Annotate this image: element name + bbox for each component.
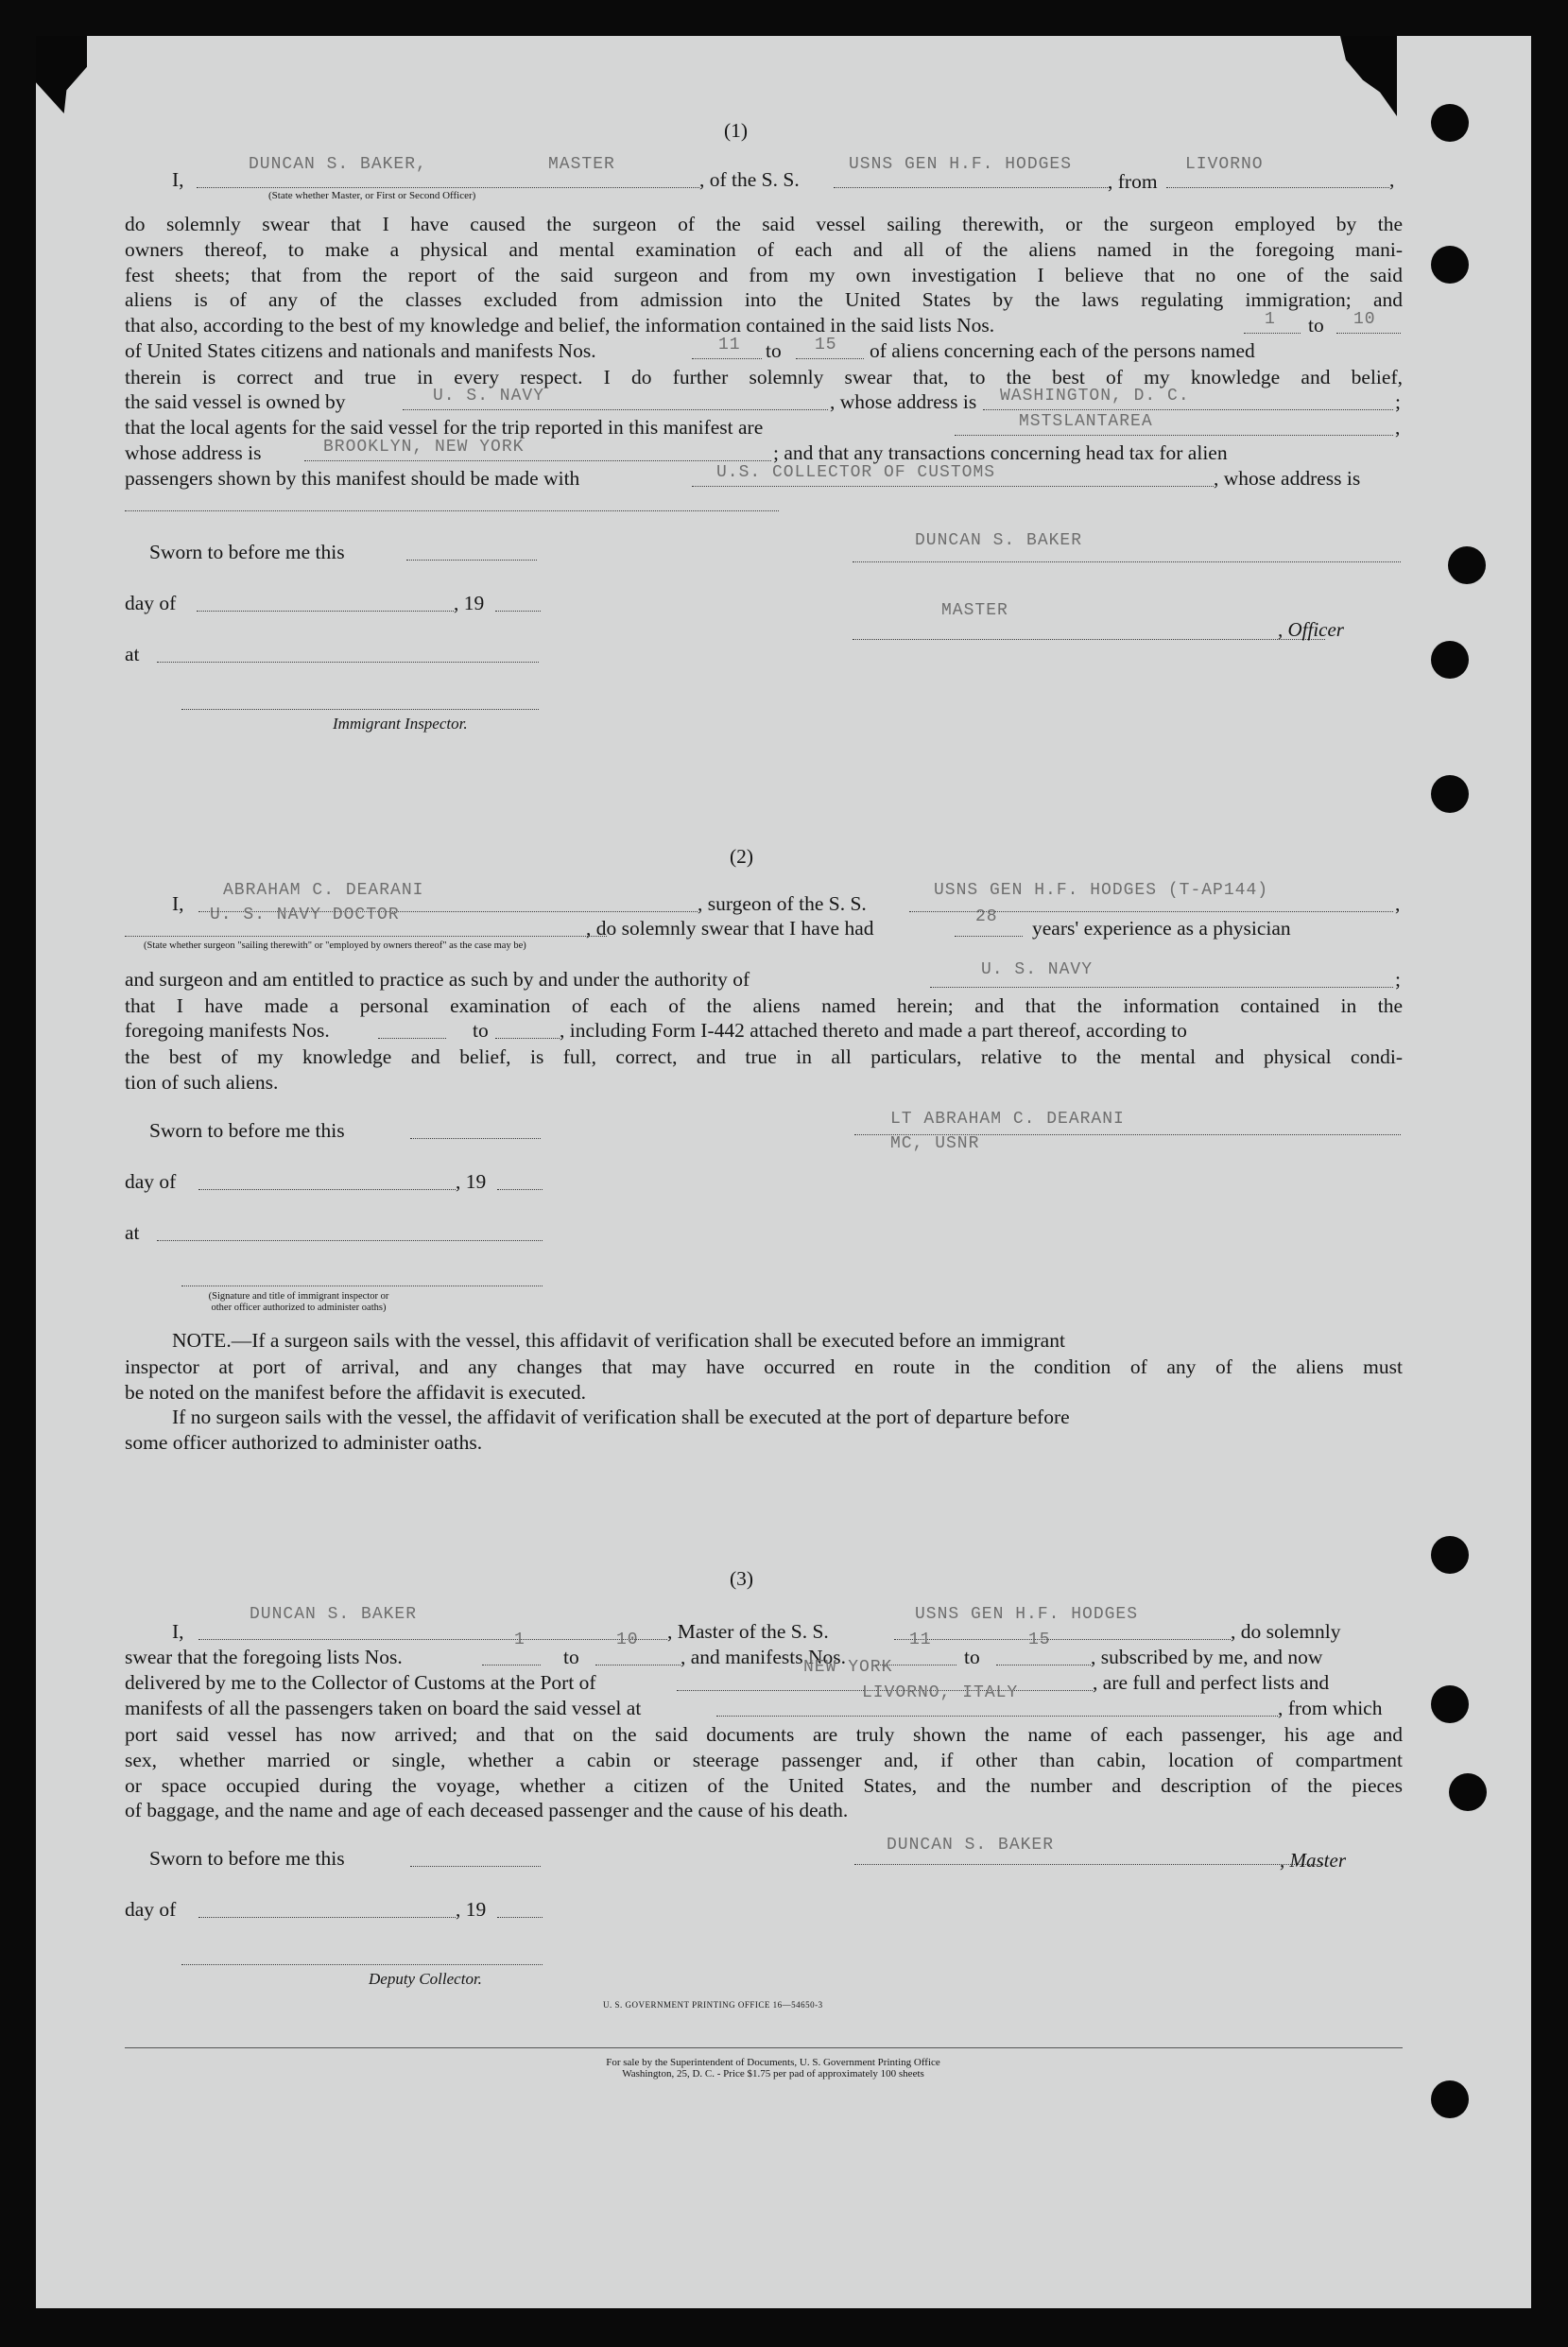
manifest-page	[36, 36, 1531, 2308]
binder-hole	[1431, 104, 1469, 142]
year-label: , 19	[456, 1170, 487, 1193]
typed-signature-name: LT ABRAHAM C. DEARANI	[890, 1110, 1125, 1129]
text: , and manifests Nos.	[681, 1646, 846, 1668]
day-label: day of	[125, 1898, 177, 1921]
typed-surgeon-name: ABRAHAM C. DEARANI	[223, 881, 424, 900]
deputy-collector-label: Deputy Collector.	[369, 1970, 482, 1988]
fill-line	[930, 987, 1393, 988]
fill-line	[410, 1866, 541, 1867]
typed-vessel: USNS GEN H.F. HODGES (T-AP144)	[934, 881, 1269, 900]
typed-vessel: USNS GEN H.F. HODGES	[915, 1605, 1139, 1624]
text: manifests of all the passengers taken on board the said vessel at	[125, 1697, 642, 1719]
sale-notice: For sale by the Superintendent of Documents, U. S. Government Printing Office Washington, 25, D. C. - Price $1.75 per pad of approximately 100 sheets	[606, 2057, 940, 2080]
typed-manifests-from: 11	[909, 1631, 932, 1649]
at-label: at	[125, 1221, 140, 1244]
section-2-heading: (2)	[730, 845, 754, 868]
fill-line	[497, 1189, 543, 1190]
typed-lists-from: 1	[514, 1631, 526, 1649]
text: , from which	[1278, 1697, 1383, 1719]
fill-line	[495, 611, 541, 612]
text: delivered by me to the Collector of Customs at the Port of	[125, 1671, 596, 1694]
fill-line	[304, 460, 771, 461]
text: to	[473, 1019, 489, 1042]
fill-line	[894, 1639, 1231, 1640]
text: , surgeon of the S. S.	[698, 892, 867, 915]
fill-line	[157, 662, 539, 663]
text: , whose address is	[830, 390, 977, 413]
torn-corner	[1340, 36, 1397, 116]
sworn-label: Sworn to before me this	[149, 1847, 345, 1870]
binder-hole	[1431, 775, 1469, 813]
typed-signature-name: DUNCAN S. BAKER	[887, 1836, 1055, 1855]
text: , from	[1108, 170, 1158, 193]
typed-signature-rank: MC, USNR	[890, 1134, 980, 1153]
text: , whose address is	[1214, 467, 1361, 490]
text: , do solemnly swear that I have had	[586, 917, 874, 940]
section-1-heading: (1)	[724, 119, 749, 142]
fill-line	[834, 187, 1110, 188]
officer-label: , Officer	[1278, 618, 1344, 641]
fill-line	[955, 936, 1023, 937]
fill-line	[1244, 333, 1301, 334]
at-label: at	[125, 643, 140, 665]
fill-line	[692, 358, 762, 359]
text: to	[563, 1646, 579, 1668]
typed-owner-address: WASHINGTON, D. C.	[1000, 387, 1190, 406]
typed-signature-name: DUNCAN S. BAKER	[915, 531, 1083, 550]
fill-line	[955, 435, 1393, 436]
note-text: some officer authorized to administer oaths.	[125, 1431, 483, 1454]
state-note: (State whether surgeon "sailing therewith" or "employed by owners thereof" as the case may be)	[144, 941, 526, 951]
section-3-heading: (3)	[730, 1567, 754, 1590]
note-paragraph: inspector at port of arrival, and any changes that may have occurred en route in the condition of any of the aliens must be noted on the manifest before the affidavit is executed.	[125, 1355, 1403, 1404]
text: I,	[172, 1620, 184, 1643]
typed-vessel: USNS GEN H.F. HODGES	[849, 155, 1073, 174]
typed-manifests-from: 11	[718, 336, 741, 354]
fill-line	[854, 1864, 1323, 1865]
text: ,	[1395, 892, 1401, 915]
text: years' experience as a physician	[1032, 917, 1291, 940]
text: that the local agents for the said vessel for the trip reported in this manifest are	[125, 416, 764, 439]
text: ,	[1389, 168, 1395, 191]
binder-hole	[1431, 246, 1469, 284]
typed-master-name: DUNCAN S. BAKER,	[249, 155, 427, 174]
fill-line	[198, 1917, 456, 1918]
typed-master-name: DUNCAN S. BAKER	[250, 1605, 418, 1624]
typed-signature-rank: MASTER	[941, 601, 1008, 620]
fill-line	[125, 936, 607, 937]
typed-manifests-to: 15	[1028, 1631, 1051, 1649]
fill-line	[983, 409, 1393, 410]
binder-hole	[1431, 641, 1469, 679]
collector-paragraph: port said vessel has now arrived; and that on the said documents are truly shown the name of each passenger, his age and sex, whether married or single, whether a cabin or steerage passenger and, if other than cabin, location of compartment or space occupied during the voyage, whether a citizen of the United States, and the number and description of the pieces of baggage, and the name and age of each deceased passenger and the cause of his death.	[125, 1723, 1403, 1822]
sworn-label: Sworn to before me this	[149, 1119, 345, 1142]
fill-line	[181, 1964, 543, 1965]
binder-hole	[1431, 1685, 1469, 1723]
text: ,	[1395, 416, 1401, 439]
text: to	[964, 1646, 980, 1668]
text: ;	[1395, 390, 1401, 413]
text: , are full and perfect lists and	[1093, 1671, 1330, 1694]
sworn-label: Sworn to before me this	[149, 541, 345, 563]
note-text: If no surgeon sails with the vessel, the affidavit of verification shall be executed at the port of departure before	[172, 1406, 1070, 1428]
text: swear that the foregoing lists Nos.	[125, 1646, 403, 1668]
typed-lists-from: 1	[1265, 310, 1276, 329]
typed-boarding-port: LIVORNO, ITALY	[862, 1683, 1019, 1702]
fill-line	[378, 1038, 446, 1039]
fill-line	[410, 1138, 541, 1139]
text: to	[766, 339, 782, 362]
typed-agent: MSTSLANTAREA	[1019, 412, 1153, 431]
text: , subscribed by me, and now	[1091, 1646, 1323, 1668]
typed-manifests-to: 15	[815, 336, 837, 354]
gpo-imprint: U. S. GOVERNMENT PRINTING OFFICE 16—54650-3	[603, 2000, 823, 2010]
state-note: (State whether Master, or First or Second Officer)	[268, 190, 476, 201]
text: and surgeon and am entitled to practice as such by and under the authority of	[125, 968, 750, 991]
typed-authority: U. S. NAVY	[981, 960, 1094, 979]
text: , of the S. S.	[699, 168, 800, 191]
fill-line	[406, 560, 537, 561]
year-label: , 19	[456, 1898, 487, 1921]
fill-line	[853, 639, 1325, 640]
text: passengers shown by this manifest should be made with	[125, 467, 580, 490]
note-label: NOTE.—If a surgeon sails with the vessel, this affidavit of verification shall be executed before an immigrant	[172, 1329, 1065, 1352]
text: , including Form I-442 attached thereto and made a part thereof, according to	[560, 1019, 1187, 1042]
typed-agent-address: BROOKLYN, NEW YORK	[323, 438, 525, 457]
fill-line	[157, 1240, 543, 1241]
text: I,	[172, 168, 184, 191]
text: whose address is	[125, 441, 262, 464]
typed-master-rank: MASTER	[548, 155, 615, 174]
typed-head-tax: U.S. COLLECTOR OF CUSTOMS	[716, 463, 996, 482]
year-label: , 19	[454, 592, 485, 614]
surgeon-paragraph: that I have made a personal examination of each of the aliens named herein; and that the information contained in the	[125, 994, 1403, 1017]
fill-line	[198, 1189, 456, 1190]
fill-line	[197, 187, 699, 188]
fill-line	[403, 409, 828, 410]
immigrant-inspector-label: Immigrant Inspector.	[333, 715, 468, 733]
binder-hole	[1431, 1536, 1469, 1574]
fill-line	[1336, 333, 1401, 334]
text: ;	[1395, 968, 1401, 991]
binder-hole	[1449, 1773, 1487, 1811]
text: foregoing manifests Nos.	[125, 1019, 330, 1042]
typed-surgeon-title: U. S. NAVY DOCTOR	[210, 906, 400, 924]
typed-port-of-entry: NEW YORK	[803, 1658, 893, 1677]
typed-port: LIVORNO	[1185, 155, 1264, 174]
day-label: day of	[125, 592, 177, 614]
text: of United States citizens and nationals and manifests Nos.	[125, 339, 596, 362]
signature-note: (Signature and title of immigrant inspector or other officer authorized to administer oaths)	[208, 1291, 389, 1313]
master-label: , Master	[1280, 1849, 1346, 1872]
fill-line	[692, 486, 1214, 487]
fill-line	[796, 358, 864, 359]
torn-corner	[36, 36, 87, 113]
fill-line	[1166, 187, 1389, 188]
surgeon-paragraph: the best of my knowledge and belief, is full, correct, and true in all particulars, relative to the mental and physical condi- tion of such aliens.	[125, 1045, 1403, 1094]
oath-paragraph: do solemnly swear that I have caused the surgeon of the said vessel sailing therewith, or the surgeon employed by the owners thereof, to make a physical and mental examination of each and all of the aliens named in the foregoing mani- fest sheets; that from the report of the said surgeon and from my own investigation I believe that no one of the said aliens is of any of the classes excluded from admission into the United States by the laws regulating immigration; and	[125, 213, 1403, 312]
fill-line	[198, 1639, 667, 1640]
fill-line	[716, 1716, 1278, 1717]
typed-owner: U. S. NAVY	[433, 387, 545, 406]
text: I,	[172, 892, 184, 915]
binder-hole	[1431, 2080, 1469, 2118]
fill-line	[853, 561, 1401, 562]
binder-hole	[1448, 546, 1486, 584]
text: to	[1308, 314, 1324, 337]
fill-line	[197, 611, 454, 612]
fill-line	[181, 709, 539, 710]
day-label: day of	[125, 1170, 177, 1193]
fill-line	[495, 1038, 560, 1039]
text: , Master of the S. S.	[667, 1620, 829, 1643]
fill-line	[497, 1917, 543, 1918]
text: that also, according to the best of my knowledge and belief, the information contained in the said lists Nos.	[125, 314, 995, 337]
oath-paragraph: therein is correct and true in every respect. I do further solemnly swear that, to the best of my knowledge and belief,	[125, 366, 1403, 388]
text: of aliens concerning each of the persons named	[870, 339, 1255, 362]
text: ; and that any transactions concerning head tax for alien	[773, 441, 1228, 464]
footer-rule	[125, 2047, 1403, 2048]
typed-years: 28	[975, 907, 998, 926]
typed-lists-to: 10	[1353, 310, 1376, 329]
text: , do solemnly	[1231, 1620, 1341, 1643]
typed-lists-to: 10	[616, 1631, 639, 1649]
fill-line	[125, 510, 779, 511]
text: the said vessel is owned by	[125, 390, 346, 413]
